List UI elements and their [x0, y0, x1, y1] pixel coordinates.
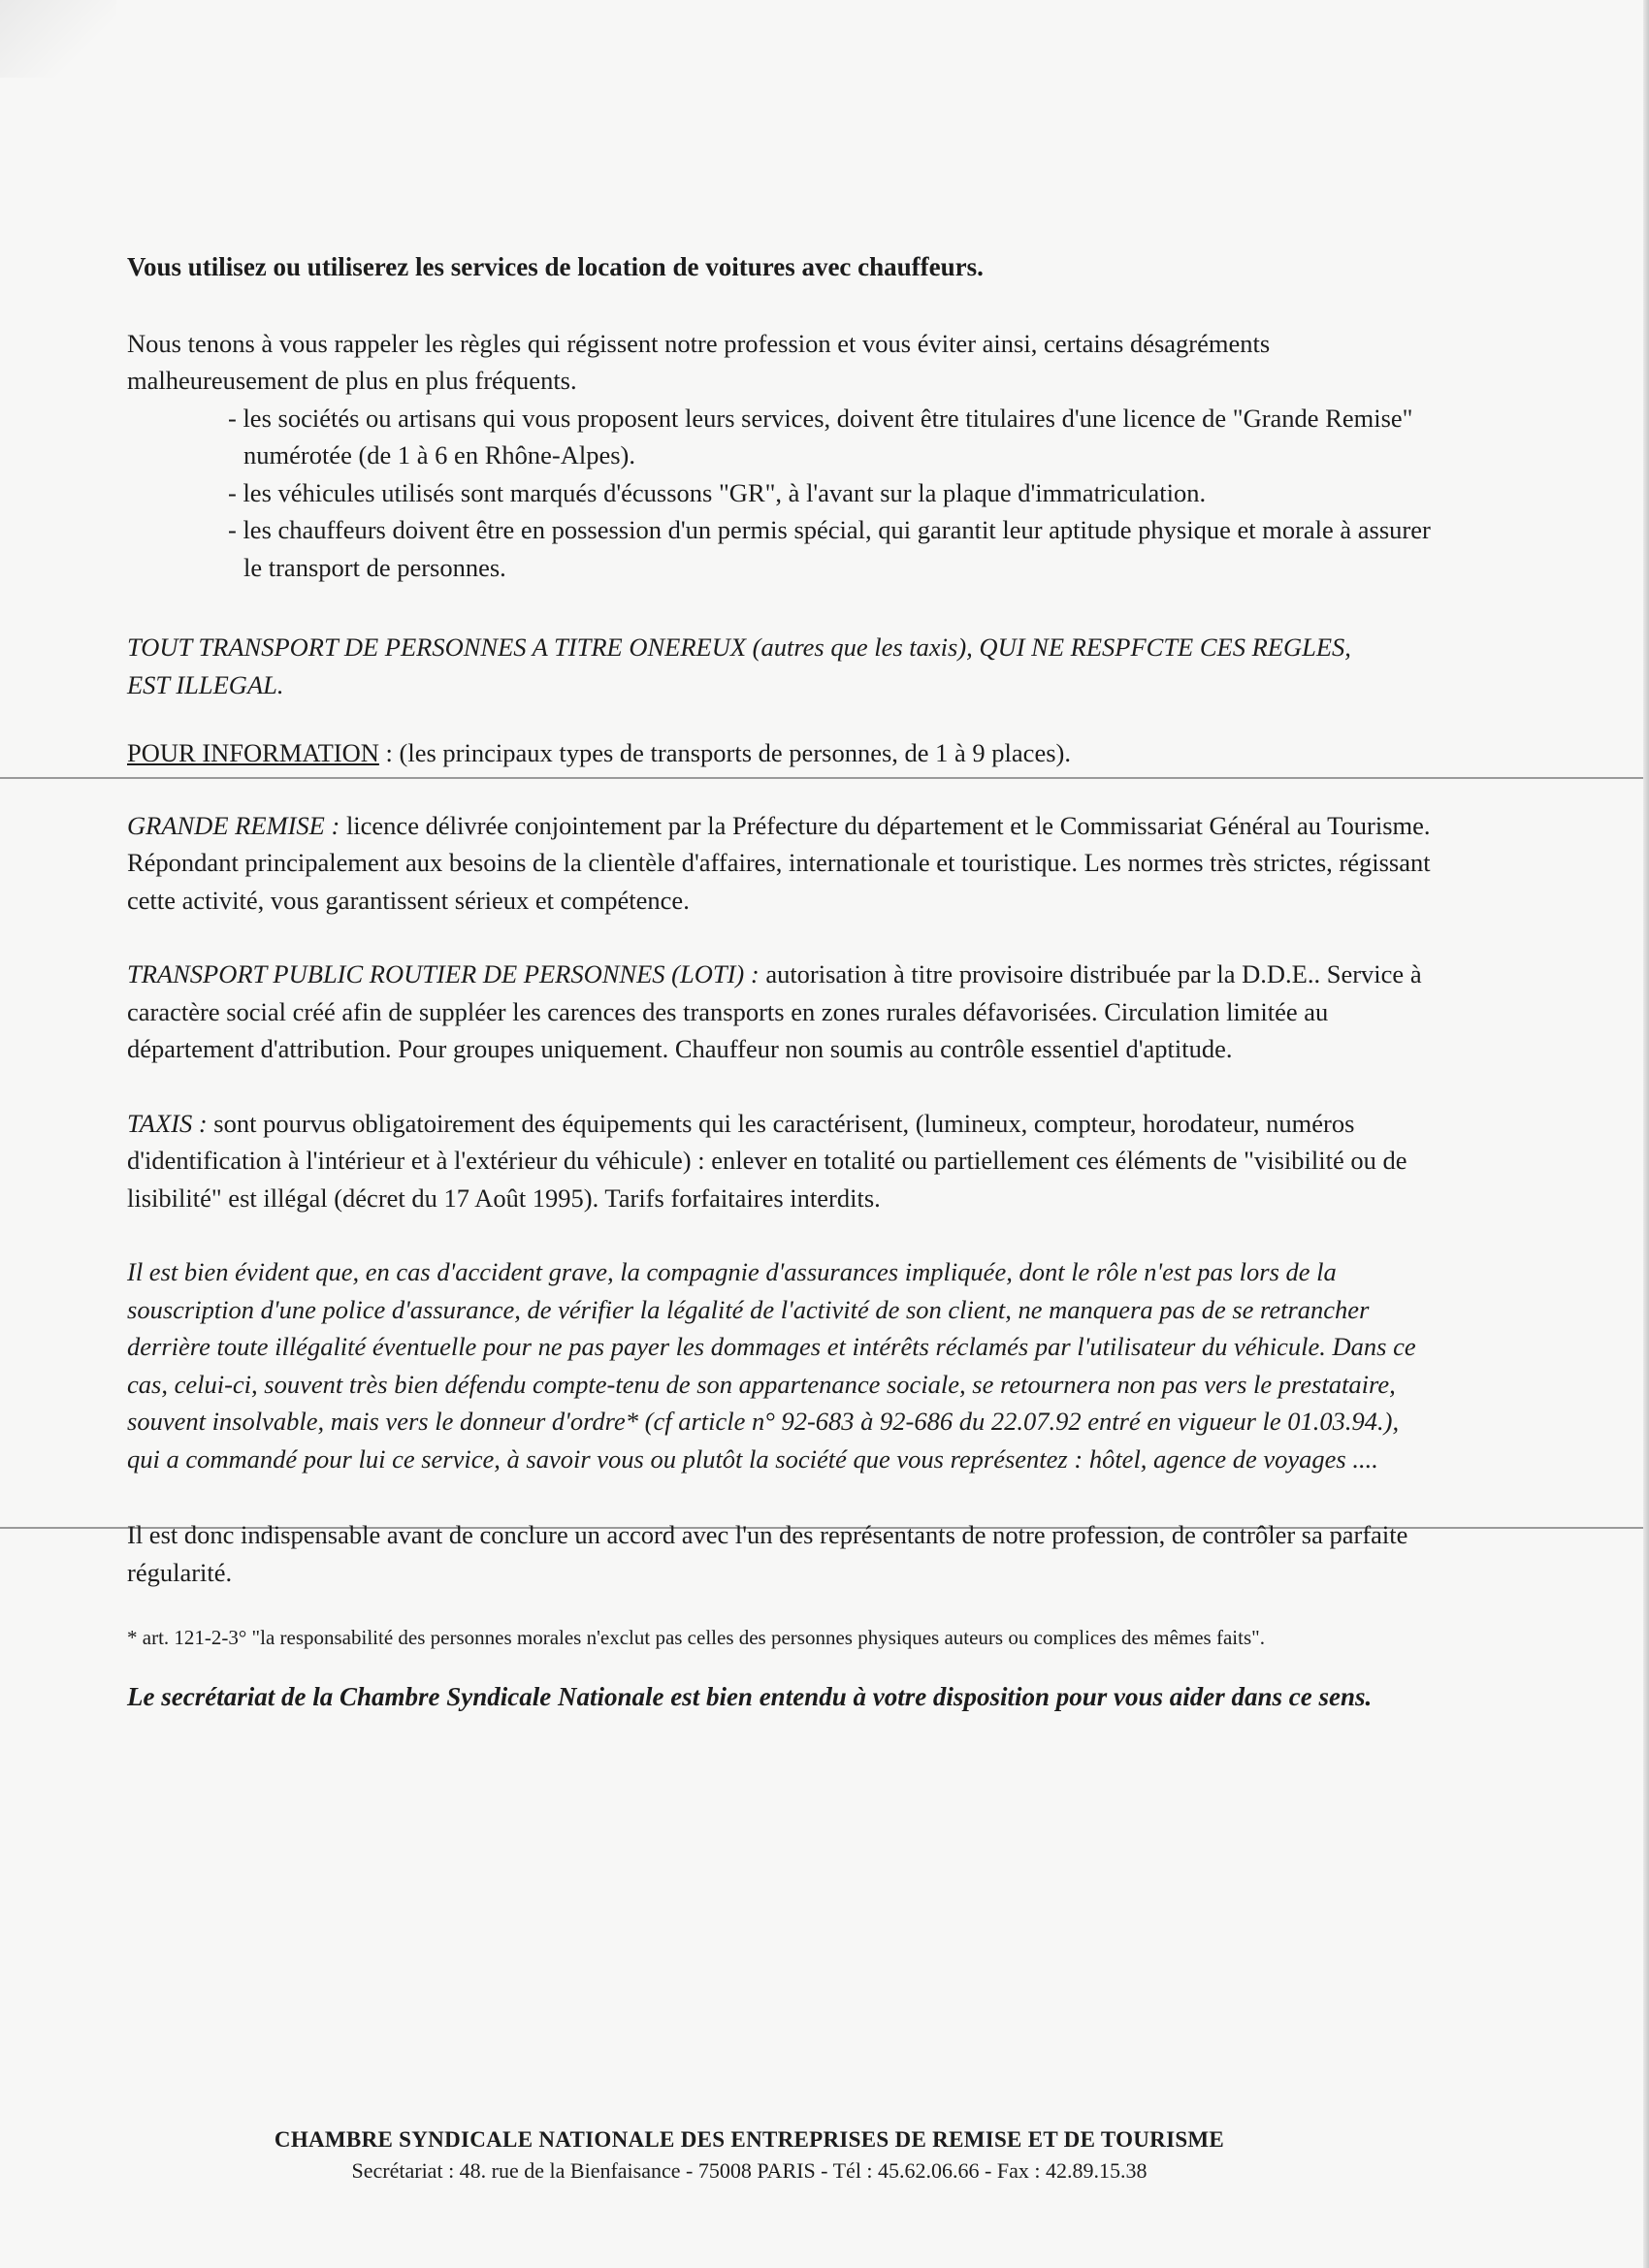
letter-body — [127, 248, 1432, 1716]
definition-term: TRANSPORT PUBLIC ROUTIER DE PERSONNES (LOTI) : — [127, 959, 760, 988]
rule-item-driver-permit: - les chauffeurs doivent être en possession d'un permis spécial, qui garantit leur aptitude physique et morale à assurer le transport de personnes. — [228, 515, 1431, 582]
conclusion-paragraph: Il est donc indispensable avant de conclure un accord avec l'un des représentants de notre profession, de contrôler sa parfaite régularité. — [127, 1520, 1408, 1587]
definition-text: autorisation à titre provisoire distribuée par la D.D.E.. Service à caractère social créé afin de suppléer les carences des transports en zones rurales défavorisées. Circulation limitée au département d'attribution. Pour groupes uniquement. Chauffeur non soumis au contrôle essentiel d'aptitude. — [127, 959, 1422, 1063]
definition-grande-remise — [127, 807, 1432, 920]
definition-text: sont pourvus obligatoirement des équipements qui les caractérisent, (lumineux, compteur, horodateur, numéros d'identification à l'intérieur et à l'extérieur du véhicule) : enlever en totalité ou partiellement ces éléments de "visibilité ou de lisibilité" est illégal (décret du 17 Août 1995). Tarifs forfaitaires interdits. — [127, 1108, 1407, 1213]
paper-corner-shadow — [0, 0, 116, 78]
rules-list — [127, 400, 1432, 587]
information-text: : (les principaux types de transports de personnes, de 1 à 9 places). — [378, 738, 1071, 767]
insurance-legal-notice: Il est bien évident que, en cas d'accident grave, la compagnie d'assurances impliquée, dont le rôle n'est pas lors de la souscription d'une police d'assurance, de vérifier la légalité de l'activité de son client, ne manquera pas de se retrancher derrière toute illégalité éventuelle pour ne pas payer les dommages et intérêts réclamés par l'utilisateur du véhicule. Dans ce cas, celui-ci, souvent très bien défendu compte-tenu de son appartenance sociale, se retournera non pas vers le prestataire, souvent insolvable, mais vers le donneur d'ordre* (cf article n° 92-683 à 92-686 du 22.07.92 entré en vigueur le 01.03.94.), qui a commandé pour lui ce service, à savoir vous ou plutôt la société que vous représentez : hôtel, agence de voyages .... — [127, 1257, 1416, 1474]
definition-loti — [127, 956, 1432, 1068]
definition-term: TAXIS : — [127, 1108, 208, 1138]
information-label: POUR INFORMATION — [127, 738, 379, 767]
illegal-transport-warning: TOUT TRANSPORT DE PERSONNES A TITRE ONEREUX (autres que les taxis), QUI NE RESPFCTE CES REGLES, EST ILLEGAL. — [127, 632, 1351, 699]
article-footnote: * art. 121-2-3° "la responsabilité des personnes morales n'exclut pas celles des personnes physiques auteurs ou complices des mêmes faits". — [127, 1626, 1265, 1649]
information-line — [127, 734, 1432, 772]
rule-item-vehicle-badge: - les véhicules utilisés sont marqués d'écussons "GR", à l'avant sur la plaque d'immatriculation. — [228, 477, 1207, 507]
intro-paragraph: Nous tenons à vous rappeler les règles qui régissent notre profession et vous éviter ainsi, certains désagréments malheureusement de plus en plus fréquents. — [127, 328, 1271, 395]
definition-term: GRANDE REMISE : — [127, 810, 340, 840]
letterhead-footer — [0, 2124, 1499, 2187]
organization-name: CHAMBRE SYNDICALE NATIONALE DES ENTREPRISES DE REMISE ET DE TOURISME — [274, 2127, 1225, 2152]
rule-item-licence: - les sociétés ou artisans qui vous proposent leurs services, doivent être titulaires d'une licence de "Grande Remise" numérotée (de 1 à 6 en Rhône-Alpes). — [228, 403, 1413, 470]
letter-headline: Vous utilisez ou utiliserez les services de location de voitures avec chauffeurs. — [127, 252, 984, 281]
definition-text: licence délivrée conjointement par la Préfecture du département et le Commissariat Général au Tourisme. Répondant principalement aux besoins de la clientèle d'affaires, internationale et touristique. Les normes très strictes, régissant cette activité, vous garantissent sérieux et compétence. — [127, 810, 1431, 915]
paper-edge-shadow — [1643, 0, 1649, 2268]
closing-statement: Le secrétariat de la Chambre Syndicale Nationale est bien entendu à votre disposition pour vous aider dans ce sens. — [127, 1682, 1373, 1711]
organization-address: Secrétariat : 48. rue de la Bienfaisance - 75008 PARIS - Tél : 45.62.06.66 - Fax : 42.89.15.38 — [351, 2158, 1148, 2183]
definition-taxis — [127, 1105, 1432, 1217]
